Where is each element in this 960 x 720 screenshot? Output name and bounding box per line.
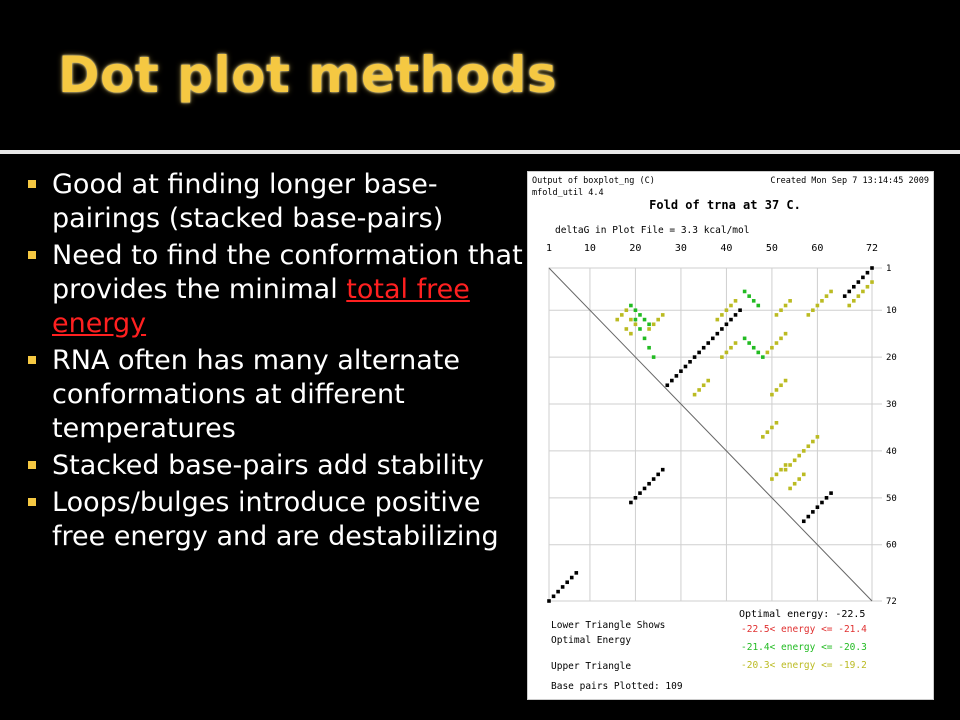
base-pair-dot bbox=[706, 341, 710, 345]
base-pair-dot bbox=[652, 477, 656, 481]
base-pair-dot bbox=[802, 449, 806, 453]
base-pair-dot bbox=[693, 393, 697, 397]
base-pair-dot bbox=[565, 580, 569, 584]
plot-deltag-label: deltaG in Plot File = 3.3 kcal/mol bbox=[555, 225, 750, 236]
base-pair-dot bbox=[638, 491, 642, 495]
base-pair-dot bbox=[634, 318, 638, 322]
base-pair-dot bbox=[556, 590, 560, 594]
y-tick-label: 20 bbox=[886, 353, 897, 364]
base-pair-dot bbox=[784, 379, 788, 383]
base-pair-dot bbox=[857, 294, 861, 298]
base-pair-dot bbox=[725, 308, 729, 312]
base-pair-dot bbox=[574, 571, 578, 575]
base-pair-dot bbox=[747, 341, 751, 345]
base-pair-dot bbox=[743, 290, 747, 294]
base-pair-dot bbox=[647, 322, 651, 326]
base-pair-dot bbox=[738, 308, 742, 312]
base-pair-dot bbox=[770, 426, 774, 430]
base-pair-dot bbox=[638, 327, 642, 331]
base-pair-dot bbox=[729, 304, 733, 308]
base-pair-dot bbox=[770, 477, 774, 481]
lower-triangle-label: Lower Triangle Shows bbox=[551, 620, 666, 631]
base-pair-dot bbox=[652, 322, 656, 326]
base-pair-dot bbox=[647, 327, 651, 331]
base-pair-dot bbox=[761, 435, 765, 439]
base-pair-dot bbox=[720, 327, 724, 331]
base-pair-dot bbox=[725, 322, 729, 326]
base-pair-dot bbox=[675, 374, 679, 378]
base-pair-dot bbox=[861, 290, 865, 294]
base-pair-dot bbox=[711, 337, 715, 341]
bullet-item bbox=[14, 344, 524, 446]
base-pair-dot bbox=[670, 379, 674, 383]
x-tick-label: 1 bbox=[545, 243, 553, 254]
base-pair-dot bbox=[752, 346, 756, 350]
y-tick-label: 72 bbox=[886, 597, 897, 607]
base-pair-dot bbox=[807, 515, 811, 519]
base-pair-dot bbox=[643, 337, 647, 341]
base-pair-dot bbox=[784, 468, 788, 472]
dot-plot-figure bbox=[527, 171, 934, 700]
bullet-marker-icon bbox=[28, 180, 36, 188]
x-tick-label: 60 bbox=[811, 243, 824, 254]
base-pair-dot bbox=[807, 444, 811, 448]
plot-fold-title: Fold of trna at 37 C. bbox=[649, 198, 801, 212]
bullet-marker-icon bbox=[28, 356, 36, 364]
base-pair-dot bbox=[802, 473, 806, 477]
base-pair-dot bbox=[638, 313, 642, 317]
energy-legend-entry: -20.3< energy <= -19.2 bbox=[741, 660, 867, 671]
base-pair-dot bbox=[629, 304, 633, 308]
base-pair-dot bbox=[561, 585, 565, 589]
plot-header-created: Created Mon Sep 7 13:14:45 2009 bbox=[770, 176, 929, 186]
bullet-text: Loops/bulges introduce positive free energy and are destabilizing bbox=[52, 487, 499, 552]
title-divider bbox=[0, 150, 960, 154]
base-pair-dot bbox=[620, 313, 624, 317]
base-pair-dot bbox=[825, 294, 829, 298]
base-pair-dot bbox=[779, 468, 783, 472]
base-pair-dot bbox=[647, 482, 651, 486]
base-pair-dot bbox=[652, 355, 656, 359]
base-pair-dot bbox=[720, 355, 724, 359]
base-pair-dot bbox=[656, 473, 660, 477]
base-pair-dot bbox=[629, 332, 633, 336]
y-tick-label: 40 bbox=[886, 446, 897, 457]
base-pair-dot bbox=[688, 360, 692, 364]
base-pair-dot bbox=[852, 299, 856, 303]
base-pair-dot bbox=[825, 496, 829, 500]
base-pair-dot bbox=[643, 487, 647, 491]
base-pair-dot bbox=[766, 430, 770, 434]
base-pair-dot bbox=[866, 285, 870, 289]
base-pair-dot bbox=[552, 595, 556, 599]
y-tick-label: 50 bbox=[886, 493, 897, 504]
base-pair-dot bbox=[720, 313, 724, 317]
base-pair-dot bbox=[870, 280, 874, 284]
base-pair-dot bbox=[634, 322, 638, 326]
base-pair-dot bbox=[802, 519, 806, 523]
base-pair-dot bbox=[743, 337, 747, 341]
base-pair-dot bbox=[807, 313, 811, 317]
base-pair-dot bbox=[870, 266, 874, 270]
base-pair-dot bbox=[788, 299, 792, 303]
base-pair-dot bbox=[811, 440, 815, 444]
base-pair-dot bbox=[775, 388, 779, 392]
bullet-item bbox=[14, 449, 524, 483]
base-pair-dot bbox=[570, 576, 574, 580]
base-pair-dot bbox=[647, 346, 651, 350]
base-pair-dot bbox=[702, 383, 706, 387]
x-tick-label: 30 bbox=[674, 243, 687, 254]
energy-legend-entry: -22.5< energy <= -21.4 bbox=[741, 624, 867, 635]
x-tick-label: 10 bbox=[583, 243, 596, 254]
bullet-item bbox=[14, 168, 524, 236]
bullet-text: Need to find the conformation that provides the minimal bbox=[52, 240, 523, 305]
base-pair-dot bbox=[793, 458, 797, 462]
base-pair-dot bbox=[775, 473, 779, 477]
base-pair-dot bbox=[852, 285, 856, 289]
bullet-marker-icon bbox=[28, 498, 36, 506]
base-pair-dot bbox=[770, 393, 774, 397]
bullet-marker-icon bbox=[28, 461, 36, 469]
base-pair-dot bbox=[797, 477, 801, 481]
highlighted-text: total free energy bbox=[52, 274, 470, 339]
x-tick-label: 40 bbox=[720, 243, 733, 254]
dot-plot-svg bbox=[527, 171, 934, 700]
base-pair-dot bbox=[857, 280, 861, 284]
base-pair-dot bbox=[697, 388, 701, 392]
base-pair-dot bbox=[729, 346, 733, 350]
y-tick-label: 30 bbox=[886, 400, 897, 411]
base-pair-dot bbox=[716, 318, 720, 322]
base-pair-dot bbox=[547, 599, 551, 603]
optimal-energy-label: Optimal energy: -22.5 bbox=[739, 609, 866, 620]
bullet-item bbox=[14, 239, 524, 341]
base-pair-dot bbox=[866, 271, 870, 275]
base-pair-dot bbox=[716, 332, 720, 336]
bullet-text: Good at finding longer base-pairings (stacked base-pairs) bbox=[52, 169, 444, 234]
base-pair-dot bbox=[770, 346, 774, 350]
base-pair-dot bbox=[820, 299, 824, 303]
base-pair-dot bbox=[665, 383, 669, 387]
base-pair-dot bbox=[761, 355, 765, 359]
base-pair-dot bbox=[816, 304, 820, 308]
base-pair-dot bbox=[656, 318, 660, 322]
base-pair-dot bbox=[679, 369, 683, 373]
base-pair-dot bbox=[847, 290, 851, 294]
y-tick-label: 1 bbox=[886, 264, 892, 274]
base-pair-dot bbox=[797, 454, 801, 458]
base-pair-dot bbox=[811, 308, 815, 312]
base-pair-dot bbox=[816, 505, 820, 509]
bullet-list bbox=[14, 168, 524, 557]
base-pair-dot bbox=[861, 276, 865, 280]
base-pair-dot bbox=[706, 379, 710, 383]
energy-legend-entry: -21.4< energy <= -20.3 bbox=[741, 642, 867, 653]
base-pair-dot bbox=[693, 355, 697, 359]
base-pair-dot bbox=[629, 501, 633, 505]
base-pair-dot bbox=[643, 318, 647, 322]
base-pair-dot bbox=[779, 383, 783, 387]
base-pair-dot bbox=[615, 318, 619, 322]
y-tick-label: 60 bbox=[886, 540, 897, 551]
base-pair-dot bbox=[788, 487, 792, 491]
bullet-item bbox=[14, 486, 524, 554]
base-pair-dot bbox=[702, 346, 706, 350]
x-tick-label: 72 bbox=[865, 243, 879, 254]
base-pair-dot bbox=[779, 337, 783, 341]
base-pair-dot bbox=[625, 308, 629, 312]
base-pair-dot bbox=[784, 463, 788, 467]
base-pair-dot bbox=[684, 365, 688, 369]
base-pair-dot bbox=[816, 435, 820, 439]
base-pair-dot bbox=[752, 299, 756, 303]
base-pair-dot bbox=[793, 482, 797, 486]
base-pair-dot bbox=[788, 463, 792, 467]
base-pair-dot bbox=[756, 304, 760, 308]
base-pair-dot bbox=[820, 501, 824, 505]
upper-triangle-label: Upper Triangle bbox=[551, 661, 632, 672]
bullet-text: RNA often has many alternate conformations at different temperatures bbox=[52, 345, 461, 444]
base-pair-dot bbox=[734, 313, 738, 317]
base-pair-dot bbox=[661, 468, 665, 472]
base-pair-dot bbox=[829, 491, 833, 495]
base-pairs-count: Base pairs Plotted: 109 bbox=[551, 681, 683, 692]
base-pair-dot bbox=[843, 294, 847, 298]
bullet-text: Stacked base-pairs add stability bbox=[52, 450, 484, 481]
base-pair-dot bbox=[734, 341, 738, 345]
base-pair-dot bbox=[775, 313, 779, 317]
base-pair-dot bbox=[829, 290, 833, 294]
base-pair-dot bbox=[734, 299, 738, 303]
base-pair-dot bbox=[766, 351, 770, 355]
base-pair-dot bbox=[784, 304, 788, 308]
base-pair-dot bbox=[775, 421, 779, 425]
optimal-energy-caption: Optimal Energy bbox=[551, 635, 632, 646]
base-pair-dot bbox=[729, 318, 733, 322]
base-pair-dot bbox=[847, 304, 851, 308]
slide-title: Dot plot methods bbox=[58, 46, 558, 104]
base-pair-dot bbox=[625, 327, 629, 331]
base-pair-dot bbox=[634, 308, 638, 312]
plot-header-version: mfold_util 4.4 bbox=[532, 188, 604, 198]
base-pair-dot bbox=[747, 294, 751, 298]
base-pair-dot bbox=[775, 341, 779, 345]
base-pair-dot bbox=[784, 332, 788, 336]
base-pair-dot bbox=[779, 308, 783, 312]
x-tick-label: 20 bbox=[629, 243, 642, 254]
base-pair-dot bbox=[629, 318, 633, 322]
base-pair-dot bbox=[634, 496, 638, 500]
energy-legend bbox=[741, 624, 867, 671]
base-pair-dot bbox=[756, 351, 760, 355]
y-tick-label: 10 bbox=[886, 306, 897, 317]
bullet-marker-icon bbox=[28, 251, 36, 259]
base-pair-dot bbox=[697, 351, 701, 355]
base-pair-dot bbox=[725, 351, 729, 355]
x-tick-label: 50 bbox=[765, 243, 778, 254]
base-pair-dot bbox=[661, 313, 665, 317]
plot-header-program: Output of boxplot_ng (C) bbox=[532, 176, 655, 186]
base-pair-dot bbox=[811, 510, 815, 514]
